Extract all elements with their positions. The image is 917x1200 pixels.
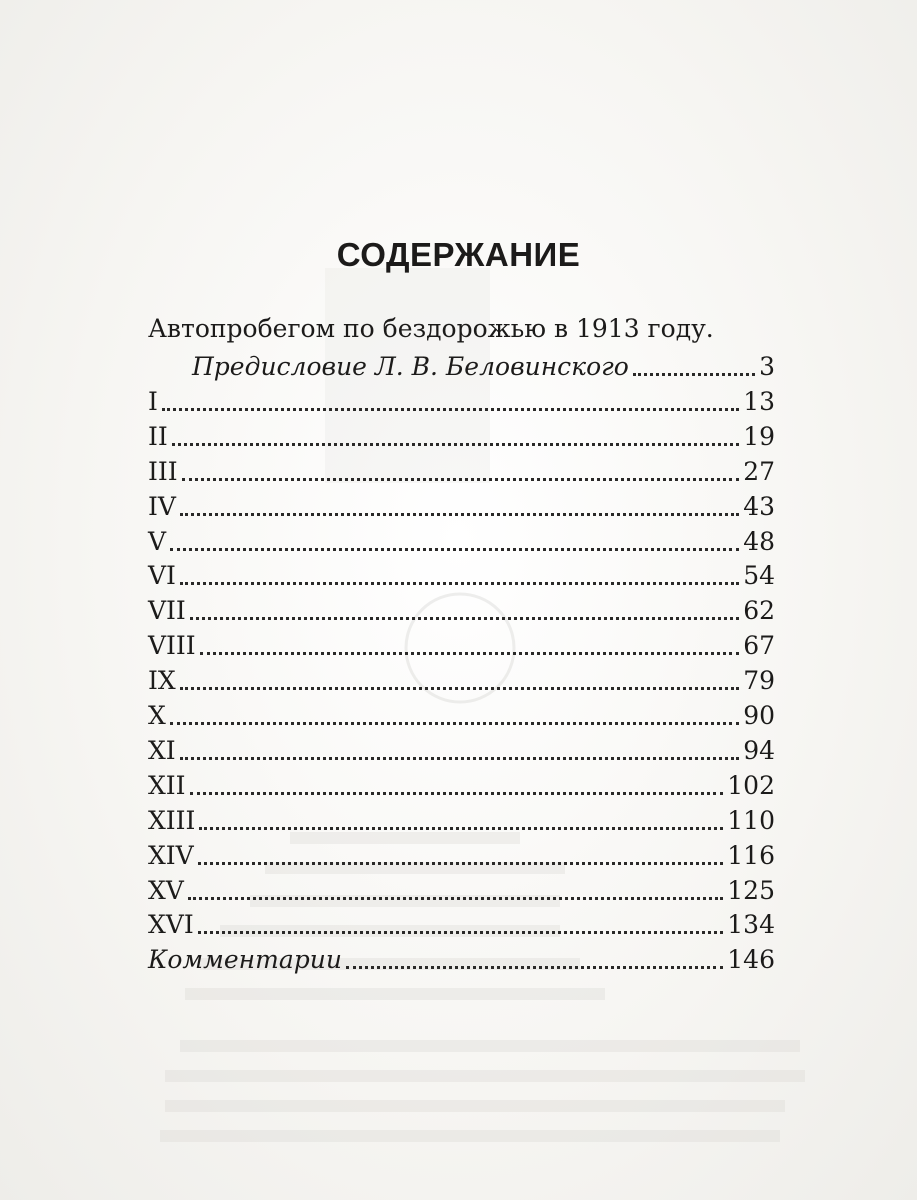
toc-entry-label: Комментарии — [148, 945, 342, 975]
toc-entry-label: XI — [148, 735, 176, 765]
toc-entry-page-number: 48 — [743, 526, 775, 556]
toc-entry-page-number: 67 — [743, 631, 775, 661]
toc-entry — [148, 660, 775, 696]
dot-leader — [190, 617, 739, 620]
toc-heading: Автопробегом по бездорожью в 1913 году. — [148, 314, 714, 343]
toc-entry-page-number: 3 — [759, 352, 775, 381]
dot-leader — [172, 443, 739, 446]
dot-leader — [180, 757, 740, 760]
toc-entry — [148, 904, 775, 940]
dot-leader — [180, 513, 739, 516]
toc-entry — [148, 451, 775, 487]
toc-entry-label: XV — [148, 875, 184, 905]
toc-entry-label: II — [148, 421, 168, 451]
toc-entry — [148, 870, 775, 906]
page-title: СОДЕРЖАНИЕ — [336, 236, 581, 273]
toc-entry-label: I — [148, 386, 158, 416]
toc-entry — [148, 590, 775, 626]
toc-entry-label: Предисловие Л. В. Беловинского — [192, 352, 629, 381]
toc-entry-page-number: 94 — [743, 735, 775, 765]
toc-entry-page-number: 62 — [743, 596, 775, 626]
dot-leader — [346, 966, 723, 969]
dot-leader — [182, 478, 740, 481]
toc-entry-page-number: 134 — [727, 910, 775, 940]
toc-entry — [148, 730, 775, 766]
toc-entry-page-number: 43 — [743, 491, 775, 521]
toc-entry-label: X — [148, 701, 166, 730]
dot-leader — [200, 652, 740, 655]
toc-entry — [148, 939, 775, 975]
toc-entry-page-number: 19 — [743, 421, 775, 451]
dot-leader — [180, 582, 739, 585]
toc-entry-page-number: 54 — [743, 561, 775, 591]
toc-entry — [148, 695, 775, 731]
toc-entry-page-number: 79 — [743, 666, 775, 696]
dot-leader — [170, 722, 739, 725]
toc-entry-page-number: 13 — [743, 386, 775, 416]
toc-entry-page-number: 125 — [727, 875, 775, 905]
dot-leader — [170, 548, 739, 551]
dot-leader — [198, 931, 724, 934]
toc-entry — [148, 381, 775, 417]
toc-entry-label: VII — [148, 596, 186, 626]
toc-entry — [148, 835, 775, 871]
toc-entry-label: VI — [148, 561, 176, 591]
toc-entry-label: XVI — [148, 910, 194, 940]
dot-leader — [180, 687, 740, 690]
toc-entry — [148, 800, 775, 836]
toc-entry — [148, 416, 775, 452]
toc-entry-page-number: 146 — [727, 945, 775, 975]
dot-leader — [188, 897, 723, 900]
toc-entry-label: XIV — [148, 840, 194, 870]
toc-entry — [148, 765, 775, 801]
toc-entry-page-number: 116 — [727, 840, 775, 870]
dot-leader — [633, 373, 755, 376]
toc-entry-label: IX — [148, 666, 176, 696]
toc-entry-label: VIII — [148, 631, 196, 661]
toc-entry — [148, 486, 775, 522]
toc-entry-label: IV — [148, 491, 176, 521]
toc-entry-page-number: 110 — [727, 805, 775, 835]
toc-entry-label: XII — [148, 770, 186, 800]
toc-entry — [148, 521, 775, 557]
toc-entry-page-number: 90 — [743, 701, 775, 730]
dot-leader — [162, 408, 739, 411]
dot-leader — [199, 827, 723, 830]
toc-entry-label: III — [148, 456, 178, 486]
toc-entry-label: V — [148, 526, 167, 556]
toc-entry — [148, 555, 775, 591]
toc-entry-label: XIII — [148, 805, 196, 835]
toc-entry-page-number: 27 — [743, 456, 775, 486]
dot-leader — [190, 792, 724, 795]
dot-leader — [198, 862, 724, 865]
toc-entry-page-number: 102 — [727, 770, 775, 800]
toc-entry — [148, 625, 775, 661]
toc-entry — [148, 346, 775, 382]
